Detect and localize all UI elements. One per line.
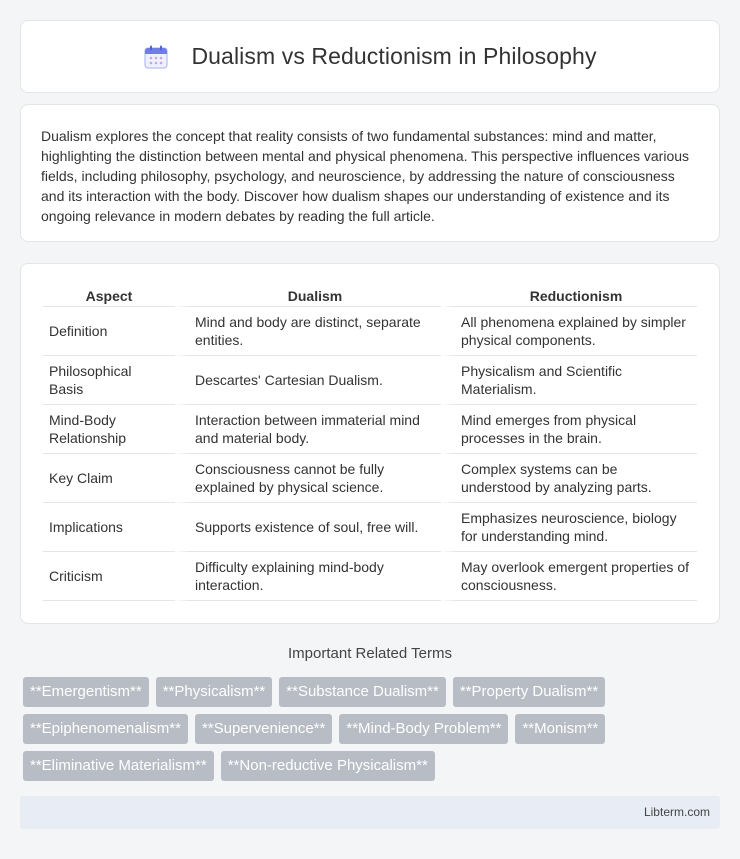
table-row (43, 307, 697, 356)
related-term-tag[interactable]: **Property Dualism** (453, 677, 605, 707)
cell-reductionism: Complex systems can be understood by analyzing parts. (441, 454, 697, 503)
related-term-tag[interactable]: **Epiphenomenalism** (23, 714, 188, 744)
page-title: Dualism vs Reductionism in Philosophy (191, 43, 597, 69)
cell-dualism: Consciousness cannot be fully explained by physical science. (175, 454, 441, 503)
cell-aspect: Mind-Body Relationship (43, 405, 175, 454)
related-term-tag[interactable]: **Non-reductive Physicalism** (221, 751, 435, 781)
footer-site-link[interactable]: Libterm.com (643, 805, 710, 819)
cell-aspect: Definition (43, 307, 175, 356)
cell-reductionism: Mind emerges from physical processes in the brain. (441, 405, 697, 454)
cell-dualism: Interaction between immaterial mind and material body. (175, 405, 441, 454)
cell-dualism: Mind and body are distinct, separate entities. (175, 307, 441, 356)
title-card (20, 20, 720, 93)
related-term-tag[interactable]: **Emergentism** (23, 677, 149, 707)
related-term-tag[interactable]: **Mind-Body Problem** (339, 714, 508, 744)
related-term-tag[interactable]: **Supervenience** (195, 714, 332, 744)
intro-card (20, 104, 720, 242)
comparison-table-card (20, 263, 720, 624)
cell-dualism: Supports existence of soul, free will. (175, 503, 441, 552)
cell-reductionism: May overlook emergent properties of consciousness. (441, 552, 697, 601)
related-terms-list (23, 677, 723, 781)
table-row (43, 356, 697, 405)
header-reductionism: Reductionism (441, 286, 697, 307)
cell-aspect: Philosophical Basis (43, 356, 175, 405)
related-term-tag[interactable]: **Eliminative Materialism** (23, 751, 214, 781)
cell-reductionism: Emphasizes neuroscience, biology for understanding mind. (441, 503, 697, 552)
related-term-tag[interactable]: **Physicalism** (156, 677, 273, 707)
cell-reductionism: Physicalism and Scientific Materialism. (441, 356, 697, 405)
table-row (43, 405, 697, 454)
comparison-table (43, 286, 697, 601)
cell-reductionism: All phenomena explained by simpler physical components. (441, 307, 697, 356)
calendar-icon (143, 44, 169, 70)
cell-aspect: Implications (43, 503, 175, 552)
header-aspect: Aspect (43, 286, 175, 307)
table-row (43, 552, 697, 601)
related-term-tag[interactable]: **Monism** (515, 714, 605, 744)
related-term-tag[interactable]: **Substance Dualism** (279, 677, 446, 707)
cell-dualism: Difficulty explaining mind-body interaction. (175, 552, 441, 601)
table-header-row (43, 286, 697, 307)
intro-text: Dualism explores the concept that reality consists of two fundamental substances: mind and matter, highlighting the distinction between mental and physical phenomena. This perspective influences various fields, including philosophy, psychology, and neuroscience, by addressing the nature of consciousness and its interaction with the body. Discover how dualism shapes our understanding of existence and its ongoing relevance in modern debates by reading the full article. (41, 128, 690, 224)
table-row (43, 454, 697, 503)
footer (20, 796, 720, 829)
table-row (43, 503, 697, 552)
related-terms-title: Important Related Terms (288, 645, 452, 662)
cell-dualism: Descartes' Cartesian Dualism. (175, 356, 441, 405)
cell-aspect: Key Claim (43, 454, 175, 503)
cell-aspect: Criticism (43, 552, 175, 601)
header-dualism: Dualism (175, 286, 441, 307)
